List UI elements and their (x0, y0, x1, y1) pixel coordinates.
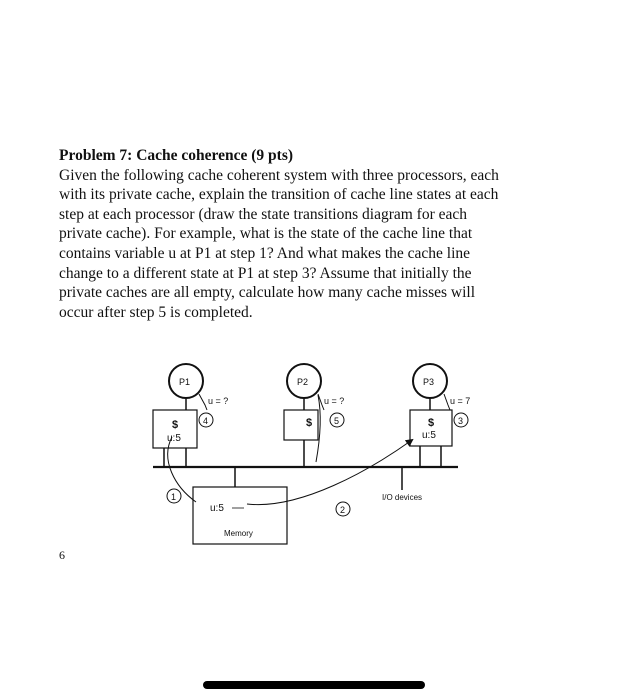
cache-3-top: $ (428, 417, 435, 429)
problem-line-4: private cache). For example, what is the state of the cache line that (59, 225, 473, 243)
memory-content: u:5 (210, 503, 224, 514)
cache-2 (284, 410, 318, 440)
step-1-label: 1 (171, 492, 177, 502)
annotation-1: u = ? (208, 396, 229, 406)
step-3-label: 3 (458, 416, 464, 426)
processor-2-label: P2 (297, 377, 309, 387)
problem-line-3: step at each processor (draw the state transitions diagram for each (59, 205, 468, 223)
annotation-2: u = ? (324, 396, 345, 406)
cache-3-bottom: u:5 (422, 430, 436, 441)
processor-1-group (153, 364, 228, 467)
memory-label: Memory (224, 529, 253, 538)
problem-line-7: private caches are all empty, calculate how many cache misses will (59, 284, 476, 302)
problem-line-6: change to a different state at P1 at step 3? Assume that initially the (59, 264, 472, 282)
problem-line-5: contains variable u at P1 at step 1? And what makes the cache line (59, 244, 471, 262)
page-number: 6 (59, 548, 65, 562)
home-indicator[interactable] (203, 681, 425, 689)
processor-1-label: P1 (179, 377, 191, 387)
problem-line-8: occur after step 5 is completed. (59, 303, 253, 321)
problem-line-1: Given the following cache coherent system with three processors, each (59, 166, 499, 184)
step-5-label: 5 (334, 416, 340, 426)
processor-3-group (410, 364, 470, 467)
problem-title: Problem 7: Cache coherence (9 pts) (59, 147, 294, 164)
processor-3-label: P3 (423, 377, 435, 387)
processor-2-group (284, 364, 344, 467)
step-4-label: 4 (203, 416, 209, 426)
annotation-3: u = 7 (450, 396, 471, 406)
cache-1-bottom: u:5 (167, 433, 181, 444)
annotation-1-bracket (199, 394, 207, 410)
cache-1-top: $ (172, 419, 179, 431)
io-devices-label: I/O devices (382, 493, 423, 502)
step-2-label: 2 (340, 505, 346, 515)
problem-line-2: with its private cache, explain the transition of cache line states at each (59, 186, 499, 204)
cache-2-top: $ (306, 417, 313, 429)
